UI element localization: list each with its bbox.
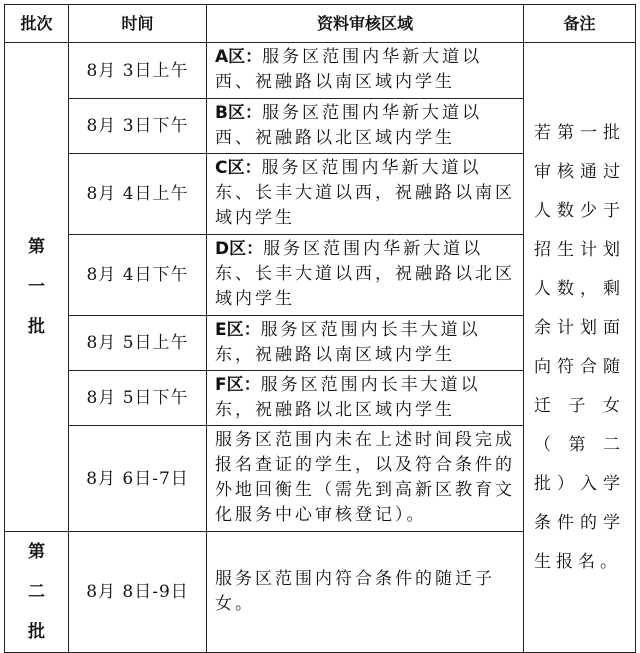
header-scope: 资料审核区域	[207, 5, 524, 43]
scope-cell	[207, 154, 524, 235]
header-note: 备注	[524, 5, 636, 43]
time-cell: 8月 4日下午	[69, 235, 207, 316]
scope-text: 服务区范围内华新大道以东、长丰大道以西，祝融路以北区域内学生	[215, 239, 515, 309]
scope-cell	[207, 316, 524, 371]
time-cell: 8月 5日下午	[69, 371, 207, 426]
scope-text: 服务区范围内长丰大道以东，祝融路以北区域内学生	[215, 375, 481, 420]
scope-text: 服务区范围内未在上述时间段完成报名查证的学生，以及符合条件的外地回衡生（需先到高新区教育文化服务中心审核登记）。	[215, 430, 515, 525]
table-row	[5, 43, 636, 99]
zone-label: D区：	[215, 239, 264, 259]
zone-label: B区：	[215, 103, 262, 123]
scope-text: 服务区范围内长丰大道以东，祝融路以南区域内学生	[215, 320, 481, 365]
scope-text: 服务区范围内华新大道以西、祝融路以南区域内学生	[215, 47, 483, 92]
time-cell: 8月 3日下午	[69, 99, 207, 154]
scope-cell	[207, 235, 524, 316]
batch-two-char: 批	[28, 622, 45, 642]
batch-two-char: 二	[28, 582, 45, 602]
time-cell: 8月 5日上午	[69, 316, 207, 371]
batch-one-char: 一	[28, 277, 45, 297]
header-batch: 批次	[5, 5, 69, 43]
time-cell: 8月 6日-7日	[69, 426, 207, 532]
batch-two-char: 第	[28, 542, 45, 562]
scope-text: 服务区范围内华新大道以东、长丰大道以西，祝融路以南区域内学生	[215, 158, 515, 228]
header-row	[5, 5, 636, 43]
time-cell: 8月 3日上午	[69, 43, 207, 99]
zone-label: E区：	[215, 320, 261, 340]
batch-one-char: 批	[28, 317, 45, 337]
batch-one-cell	[5, 43, 69, 532]
note-cell: 若第一批审核通过人数少于招生计划人数，剩余计划面向符合随迁子女（第二批）入学条件的学生报名。	[524, 43, 636, 653]
scope-cell	[207, 99, 524, 154]
batch-two-cell	[5, 532, 69, 653]
scope-text: 服务区范围内符合条件的随迁子女。	[215, 569, 495, 614]
header-time: 时间	[69, 5, 207, 43]
zone-label: A区：	[215, 47, 263, 67]
zone-label: F区：	[215, 375, 261, 395]
time-cell: 8月 8日-9日	[69, 532, 207, 653]
time-cell: 8月 4日上午	[69, 154, 207, 235]
scope-cell	[207, 426, 524, 532]
scope-cell	[207, 371, 524, 426]
enrollment-schedule-table	[4, 4, 636, 653]
scope-text: 服务区范围内华新大道以西、祝融路以北区域内学生	[215, 103, 482, 148]
batch-one-char: 第	[28, 237, 45, 257]
zone-label: C区：	[215, 158, 262, 178]
scope-cell	[207, 43, 524, 99]
scope-cell	[207, 532, 524, 653]
